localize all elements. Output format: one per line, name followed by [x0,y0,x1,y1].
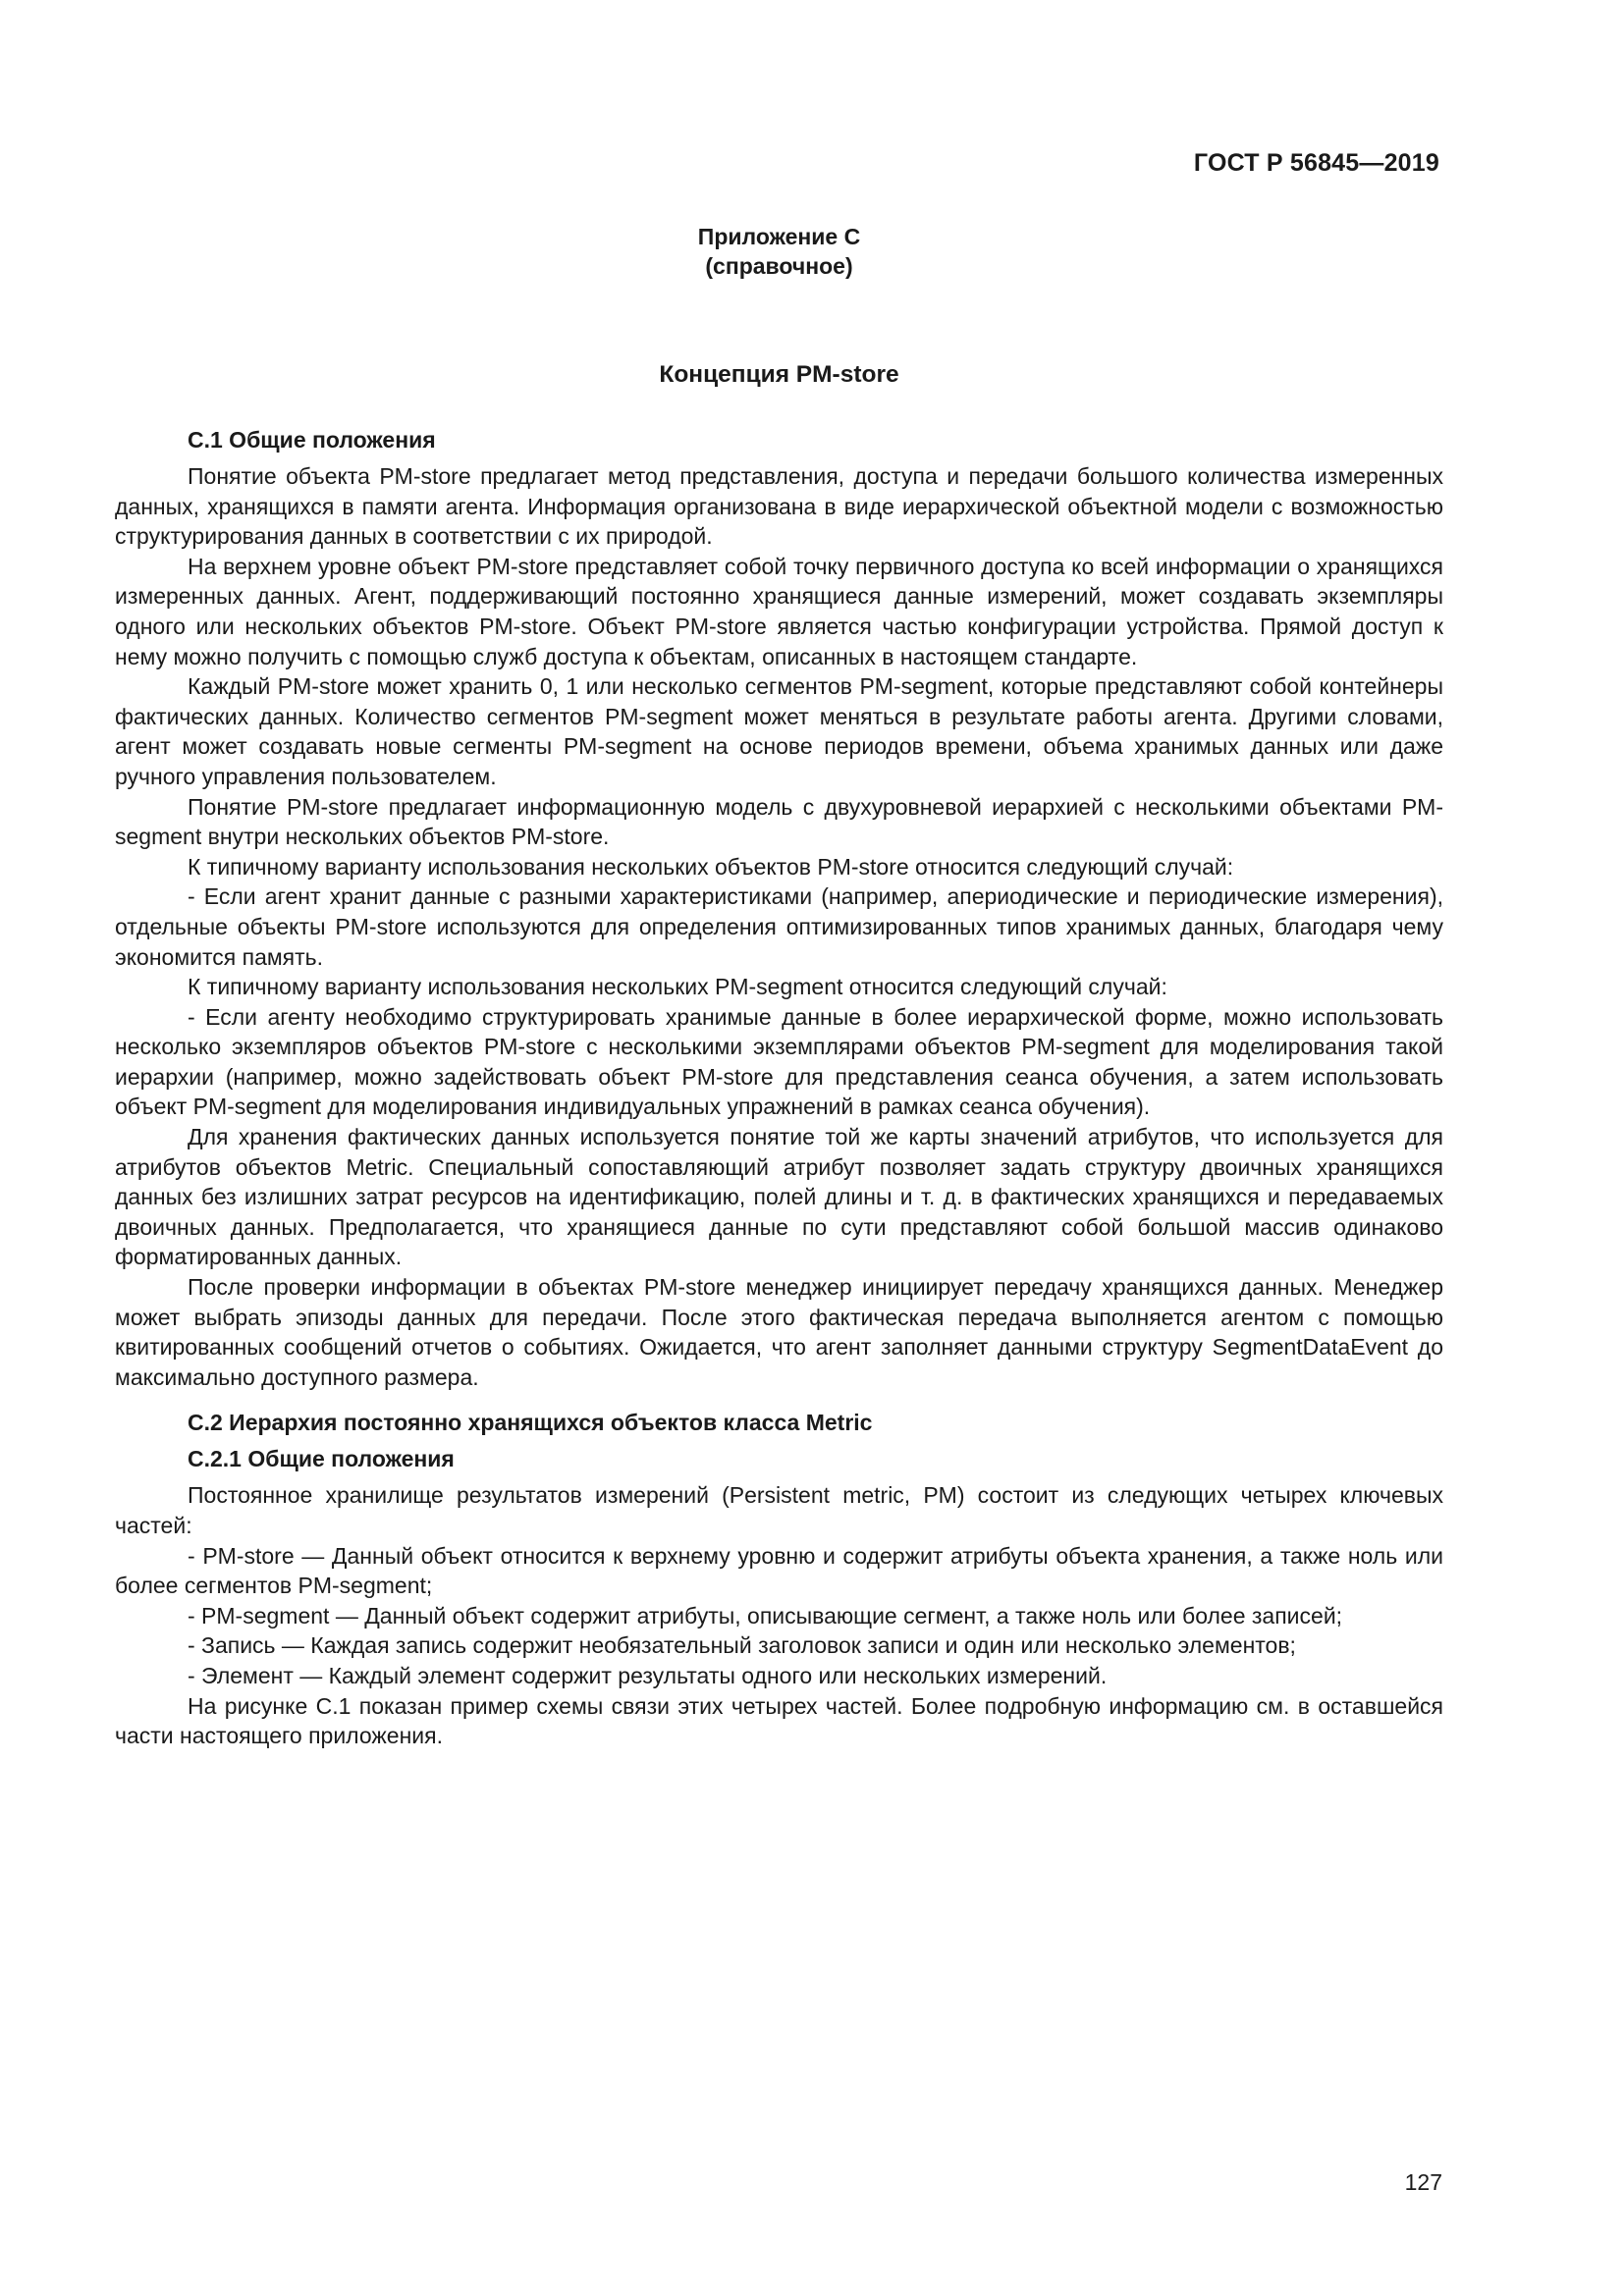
paragraph: Понятие объекта PM-store предлагает метод представления, доступа и передачи большого количества измеренных данных, хранящихся в памяти агента. Информация организована в виде иерархической объектной модели с возможностью структурирования данных в соответствии с их природой. [115,463,1443,550]
paragraph: Постоянное хранилище результатов измерений (Persistent metric, PM) состоит из следующих четырех ключевых частей: [115,1482,1443,1538]
list-item: - PM-segment — Данный объект содержит атрибуты, описывающие сегмент, а также ноль или более записей; [188,1602,1343,1629]
appendix-subtitle: (справочное) [705,253,853,279]
paragraph: На рисунке С.1 показан пример схемы связи этих четырех частей. Более подробную информацию см. в оставшейся части настоящего приложения. [115,1692,1443,1749]
section-c1-heading: С.1 Общие положения [188,427,436,453]
paragraph: К типичному варианту использования нескольких объектов PM-store относится следующий случай: [188,853,1234,880]
list-item: - Если агенту необходимо структурировать хранимые данные в более иерархической форме, можно использовать несколько экземпляров объектов PM-store с несколькими экземплярами объектов PM-segment для моделирования такой иерархии (например, можно задействовать объект PM-store для представления сеанса обучения, а затем использовать объект PM-segment для моделирования индивидуальных упражнений в рамках сеанса обучения). [115,1003,1443,1120]
section-c21-heading: С.2.1 Общие положения [188,1446,455,1472]
page-number: 127 [1404,2169,1442,2195]
paragraph: Для хранения фактических данных используется понятие той же карты значений атрибутов, что используется для атрибутов объектов Metric. Специальный сопоставляющий атрибут позволяет задать структуру двоичных хранящихся данных без излишних затрат ресурсов на идентификацию, полей длины и т. д. в фактических хранящихся и передаваемых двоичных данных. Предполагается, что хранящиеся данные по сути представляют собой большой массив одинаково форматированных данных. [115,1124,1443,1270]
paragraph: После проверки информации в объектах PM-store менеджер инициирует передачу хранящихся данных. Менеджер может выбрать эпизоды данных для передачи. После этого фактическая передача выполняется агентом с помощью квитированных сообщений отчетов о событиях. Ожидается, что агент заполняет данными структуру SegmentDataEvent до максимально доступного размера. [115,1274,1443,1390]
list-item: - Элемент — Каждый элемент содержит результаты одного или нескольких измерений. [188,1662,1108,1688]
paragraph: На верхнем уровне объект PM-store представляет собой точку первичного доступа ко всей информации о хранящихся измеренных данных. Агент, поддерживающий постоянно хранящиеся данные измерений, может создавать экземпляры одного или нескольких объектов PM-store. Объект PM-store является частью конфигурации устройства. Прямой доступ к нему можно получить с помощью служб доступа к объектам, описанных в настоящем стандарте. [115,553,1443,669]
appendix-title: Приложение С [697,224,861,249]
document-code: ГОСТ Р 56845—2019 [1193,149,1439,177]
paragraph: Каждый PM-store может хранить 0, 1 или несколько сегментов PM-segment, которые представляют собой контейнеры фактических данных. Количество сегментов PM-segment может меняться в результате работы агента. Другими словами, агент может создавать новые сегменты PM-segment на основе периодов времени, объема хранимых данных или даже ручного управления пользователем. [115,673,1443,789]
paragraph: Понятие PM-store предлагает информационную модель с двухуровневой иерархией с несколькими объектами PM-segment внутри нескольких объектов PM-store. [115,793,1443,850]
section-c2-heading: С.2 Иерархия постоянно хранящихся объектов класса Metric [188,1410,873,1436]
list-item: - PM-store — Данный объект относится к верхнему уровню и содержит атрибуты объекта хранения, а также ноль или более сегментов PM-segment; [115,1542,1443,1599]
concept-title: Концепция PM-store [659,361,899,388]
paragraph: К типичному варианту использования нескольких PM-segment относится следующий случай: [188,974,1167,1000]
page-content [115,222,1443,1751]
list-item: - Запись — Каждая запись содержит необязательный заголовок записи и один или несколько элементов; [188,1632,1296,1659]
list-item: - Если агент хранит данные с разными характеристиками (например, апериодические и периодические измерения), отдельные объекты PM-store используются для определения оптимизированных типов хранимых данных, благодаря чему экономится память. [115,883,1443,970]
